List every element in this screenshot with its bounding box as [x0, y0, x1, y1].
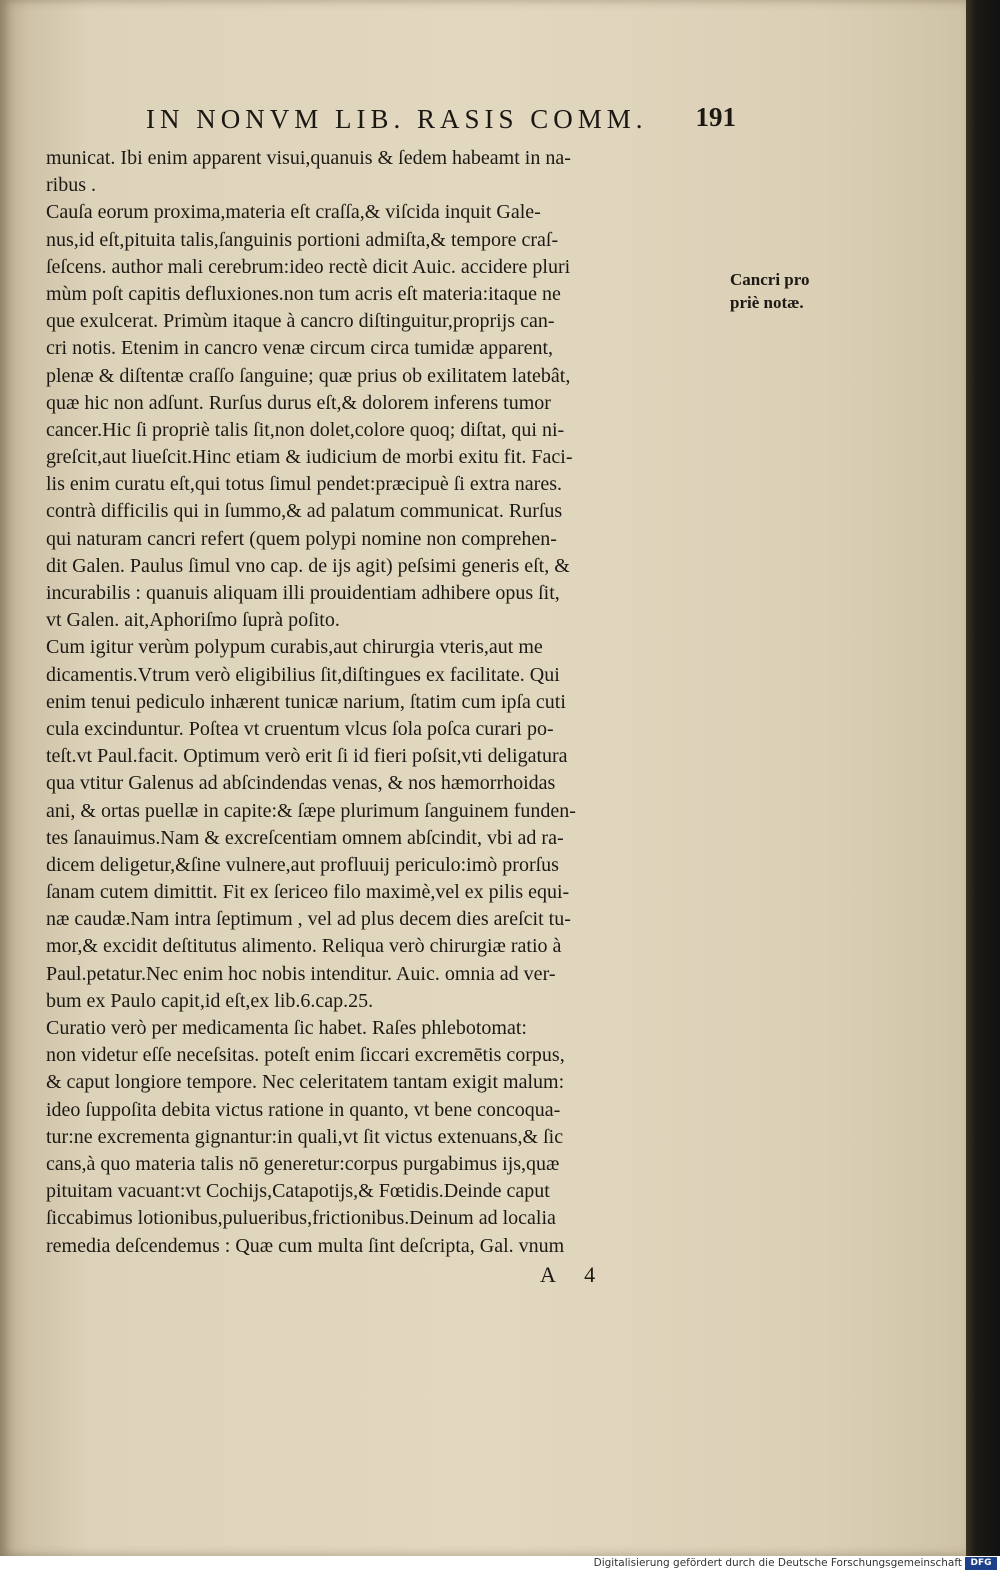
text-line: municat. Ibi enim apparent visui,quanuis & ſedem habeamt in na-	[46, 147, 571, 169]
marginal-note-line: priè notæ.	[730, 293, 804, 312]
dfg-logo: DFG	[965, 1557, 997, 1570]
text-line: plenæ & diſtentæ craſſo ſanguine; quæ prius ob exilitatem latebât,	[46, 364, 571, 387]
text-line: qua vtitur Galenus ad abſcindendas venas, & nos hæmorrhoidas	[46, 772, 556, 795]
marginal-note-line: Cancri pro	[730, 270, 810, 289]
text-line: incurabilis : quanuis aliquam illi prouidentiam adhibere opus ſit,	[46, 582, 560, 604]
text-line: nus,id eſt,pituita talis,ſanguinis portioni admiſta,& tempore craſ-	[46, 228, 559, 251]
text-line: que exulcerat. Primùm itaque à cancro diſtinguitur,proprijs can-	[46, 310, 555, 333]
text-line: cula excinduntur. Poſtea vt cruentum vlcus ſola poſca curari po-	[46, 717, 554, 740]
text-line: remedia deſcendemus : Quæ cum multa ſint deſcripta, Gal. vnum	[46, 1234, 565, 1257]
text-line: ribus .	[46, 174, 96, 197]
text-line: cancer.Hic ſi propriè talis ſit,non dolet,colore quoq; diſtat, qui ni-	[46, 418, 565, 441]
text-line: cri notis. Etenim in cancro venæ circum circa tumidæ apparent,	[46, 337, 554, 360]
body-text	[46, 145, 718, 1260]
text-line: pituitam vacuant:vt Cochijs,Catapotijs,& Fœtidis.Deinde caput	[46, 1180, 550, 1203]
running-head: IN NONVM LIB. RASIS COMM.	[146, 104, 648, 134]
text-line: Paul.petatur.Nec enim hoc nobis intenditur. Auic. omnia ad ver-	[46, 962, 556, 985]
text-line: mor,& excidit deſtitutus alimento. Reliqua verò chirurgiæ ratio à	[46, 935, 562, 958]
text-line: vt Galen. ait,Aphoriſmo ſuprà poſito.	[46, 609, 340, 632]
text-line: greſcit,aut liueſcit.Hinc etiam & iudicium de morbi exitu fit. Faci-	[46, 446, 573, 469]
signature-mark: A 4	[540, 1262, 608, 1287]
text-line: dicamentis.Vtrum verò eligibilius ſit,diſtingues ex facilitate. Qui	[46, 663, 560, 686]
text-line: teſt.vt Paul.facit. Optimum verò erit ſi id fieri poſsit,vti deligatura	[46, 745, 568, 768]
text-line: bum ex Paulo capit,id eſt,ex lib.6.cap.25.	[46, 989, 374, 1012]
text-line: Curatio verò per medicamenta ſic habet. Raſes phlebotomat:	[46, 1017, 527, 1039]
text-line: tes ſanauimus.Nam & excreſcentiam omnem abſcindit, vbi ad ra-	[46, 826, 564, 849]
text-line: Cauſa eorum proxima,materia eſt craſſa,& viſcida inquit Gale-	[46, 201, 541, 224]
text-line: dit Galen. Paulus ſimul vno cap. de ijs agit) peſsimi generis eſt, &	[46, 554, 570, 577]
page-edge-shadow	[966, 0, 1000, 1556]
funding-credit: Digitalisierung gefördert durch die Deutsche Forschungsgemeinschaft	[593, 1557, 962, 1569]
text-line: contrà difficilis qui in ſummo,& ad palatum communicat. Rurſus	[46, 500, 563, 523]
page-header	[146, 104, 736, 144]
text-line: tur:ne excrementa gignantur:in quali,vt ſit victus extenuans,& ſic	[46, 1125, 564, 1148]
text-line: ideo ſuppoſita debita victus ratione in quanto, vt bene concoqua-	[46, 1098, 561, 1121]
text-line: ſeſcens. author mali cerebrum:ideo rectè dicit Auic. accidere pluri	[46, 255, 571, 278]
text-line: enim tenui pediculo inhærent tunicæ narium, ſtatim cum ipſa cuti	[46, 690, 566, 713]
page-number: 191	[695, 102, 736, 132]
text-line: cans,à quo materia talis nō generetur:corpus purgabimus ijs,quæ	[46, 1152, 560, 1175]
footer-bar	[0, 1556, 1000, 1571]
text-line: & caput longiore tempore. Nec celeritatem tantam exigit malum:	[46, 1071, 565, 1094]
text-line: Cum igitur verùm polypum curabis,aut chirurgia vteris,aut me	[46, 636, 543, 659]
text-line: qui naturam cancri refert (quem polypi nomine non comprehen-	[46, 527, 557, 550]
text-line: dicem deligetur,&ſine vulnere,aut profluuij periculo:imò prorſus	[46, 853, 559, 876]
marginal-note	[730, 268, 840, 314]
text-line: quæ hic non adſunt. Rurſus durus eſt,& dolorem inferens tumor	[46, 391, 551, 414]
text-line: ſanam cutem dimittit. Fit ex ſericeo filo maximè,vel ex pilis equi-	[46, 881, 570, 904]
text-line: mùm poſt capitis defluxiones.non tum acris eſt materia:itaque ne	[46, 282, 561, 305]
text-line: non videtur eſſe neceſsitas. poteſt enim ſiccari excremētis corpus,	[46, 1044, 565, 1067]
text-line: ani, & ortas puellæ in capite:& ſæpe plurimum ſanguinem funden-	[46, 799, 576, 822]
text-line: lis enim curatu eſt,qui totus ſimul pendet:præcipuè ſi extra nares.	[46, 473, 562, 496]
text-line: ſiccabimus lotionibus,pulueribus,frictionibus.Deinum ad localia	[46, 1207, 556, 1230]
text-line: næ caudæ.Nam intra ſeptimum , vel ad plus decem dies areſcit tu-	[46, 908, 571, 931]
